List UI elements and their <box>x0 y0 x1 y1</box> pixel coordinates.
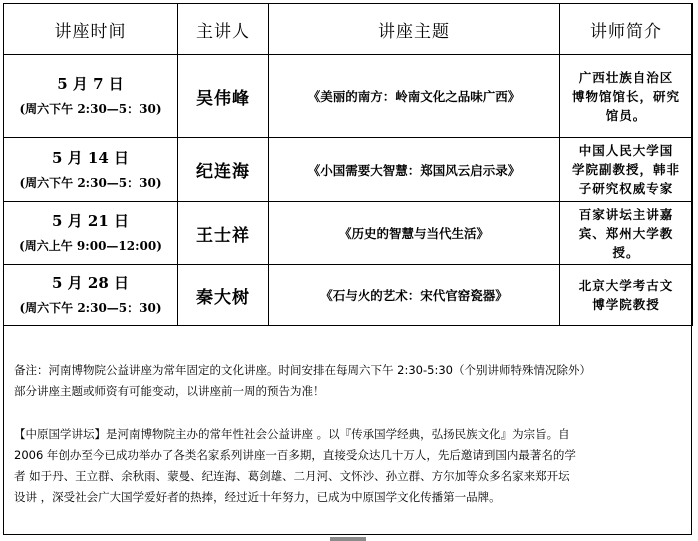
bio-line: 广西壮族自治区 <box>578 69 674 85</box>
speaker-bio <box>560 138 693 202</box>
lecture-topic: 《石与火的艺术：宋代官窑瓷器》 <box>269 265 560 326</box>
speaker-bio <box>560 265 693 326</box>
bio-line: 博学院教授 <box>592 297 660 312</box>
lecture-topic: 《历史的智慧与当代生活》 <box>269 202 560 265</box>
lecture-date: 5 月 28 日 <box>52 274 129 292</box>
header-speaker-bio: 讲师简介 <box>560 4 693 55</box>
lecture-timeslot: (周六下午 2:30—5：30) <box>19 102 162 116</box>
lecture-topic: 《小国需要大智慧：郑国风云启示录》 <box>269 138 560 202</box>
lecture-date: 5 月 14 日 <box>52 148 129 167</box>
header-lecture-topic: 讲座主题 <box>269 4 560 55</box>
speaker-name: 吴伟峰 <box>178 55 269 138</box>
lecture-timeslot: (周六下午 2:30—5：30) <box>19 301 162 315</box>
bio-line: 北京大学考古文 <box>578 278 674 293</box>
bio-line: 子研究权威专家 <box>578 181 674 196</box>
remark-line: 部分讲座主题或师资有可能变动，以讲座前一周的预告为准！ <box>14 384 325 398</box>
lecture-topic: 《美丽的南方：岭南文化之品味广西》 <box>269 55 560 138</box>
paragraph-gap <box>14 402 690 424</box>
bio-line: 中国人民大学国 <box>578 143 674 158</box>
bio-line: 学院副教授，韩非 <box>571 162 680 177</box>
table-row <box>4 202 693 265</box>
lecture-timeslot: (周六下午 2:30—5：30) <box>19 175 162 190</box>
table-row <box>4 138 693 202</box>
bio-line: 授。 <box>612 244 640 260</box>
bio-line: 宾、郑州大学教 <box>578 225 674 241</box>
bio-line: 博物馆馆长，研究 <box>571 88 680 104</box>
speaker-bio <box>560 55 693 138</box>
table-row <box>4 55 693 138</box>
intro-line: 者 如于丹、王立群、余秋雨、蒙曼、纪连海、葛剑雄、二月河、文怀沙、孙立群、方尔加等众多名家来郑开坛 <box>14 469 570 483</box>
speaker-name: 王士祥 <box>178 202 269 265</box>
speaker-name: 秦大树 <box>178 265 269 326</box>
speaker-name: 纪连海 <box>178 138 269 202</box>
lecture-time-cell <box>4 55 178 138</box>
notes-section <box>14 360 690 508</box>
bio-line: 百家讲坛主讲嘉 <box>578 206 674 222</box>
table-header-row <box>4 4 693 55</box>
intro-line: 设讲 ，深受社会广大国学爱好者的热捧，经过近十年努力，已成为中原国学文化传播第一品牌。 <box>14 490 501 504</box>
lecture-schedule-table <box>3 3 693 326</box>
lecture-timeslot: (周六上午 9:00—12:00) <box>19 239 162 253</box>
intro-line: 2006 年创办至今已成功举办了各类名家系列讲座一百多期，直接受众达几十万人，先后邀请到国内最著名的学 <box>14 448 576 462</box>
intro-line: 【中原国学讲坛】是河南博物院主办的常年性社会公益讲座 。以『传承国学经典，弘扬民族文化』为宗旨。自 <box>14 427 570 441</box>
remark-line: 备注：河南博物院公益讲座为常年固定的文化讲座。时间安排在每周六下午 2:30-5:30（个别讲师特殊情况除外） <box>14 363 591 377</box>
speaker-bio <box>560 202 693 265</box>
lecture-time-cell <box>4 202 178 265</box>
scroll-indicator <box>330 537 366 541</box>
bio-line: 馆员。 <box>605 107 647 123</box>
lecture-date: 5 月 7 日 <box>57 75 124 93</box>
header-lecture-time: 讲座时间 <box>4 4 178 55</box>
lecture-date: 5 月 21 日 <box>52 212 129 230</box>
table-row <box>4 265 693 326</box>
lecture-time-cell <box>4 265 178 326</box>
lecture-time-cell <box>4 138 178 202</box>
header-speaker: 主讲人 <box>178 4 269 55</box>
